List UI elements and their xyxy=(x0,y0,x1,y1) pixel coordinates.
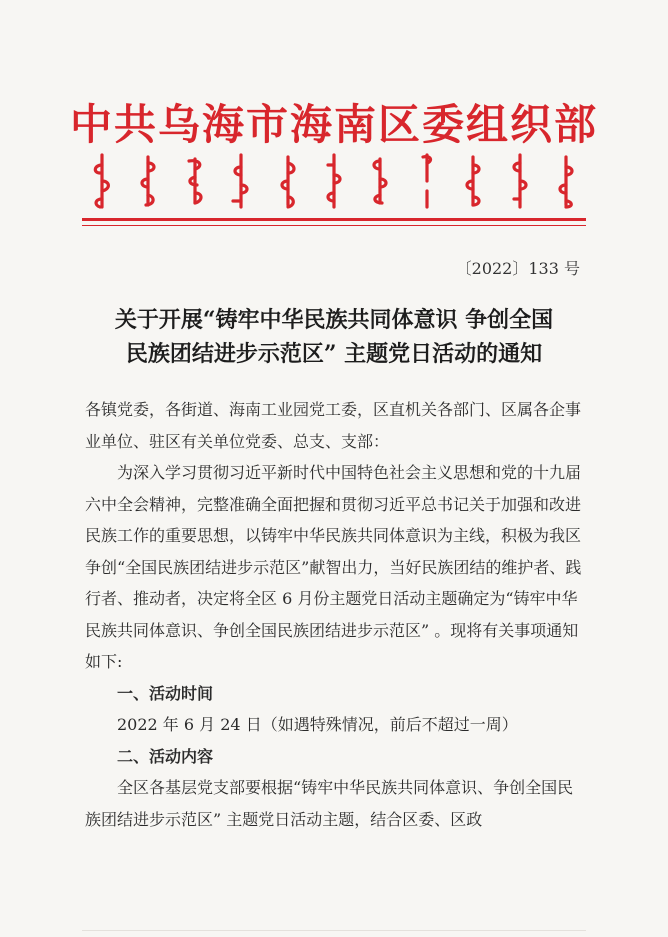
mongolian-word-graphic xyxy=(506,151,534,211)
mongolian-word-graphic xyxy=(413,151,441,211)
page-edge xyxy=(82,930,586,931)
letterhead-mongolian-script xyxy=(88,150,580,212)
section-2-heading: 二、活动内容 xyxy=(117,746,214,766)
section-1-text: 2022 年 6 月 24 日（如遇特殊情况，前后不超过一周） xyxy=(117,715,518,734)
letterhead-rule-thick xyxy=(82,218,586,221)
notice-title-line-1: 关于开展“铸牢中华民族共同体意识 争创全国 xyxy=(114,307,554,333)
document-number: 〔2022〕133 号 xyxy=(455,259,580,278)
letterhead-rule-thin xyxy=(82,225,586,226)
mongolian-word-graphic xyxy=(227,151,255,211)
mongolian-word-graphic xyxy=(274,151,302,211)
mongolian-word-graphic xyxy=(88,151,116,211)
notice-body xyxy=(85,394,586,835)
letterhead-org-name: 中共乌海市海南区委组织部 xyxy=(69,100,598,149)
notice-title xyxy=(60,303,608,371)
intro-paragraph: 为深入学习贯彻习近平新时代中国特色社会主义思想和党的十九届六中全会精神，完整准确全面把握和贯彻习近平总书记关于加强和改进民族工作的重要思想，以铸牢中华民族共同体意识为主线，积极为我区争创“全国民族团结进步示范区”献智出力，当好民族团结的维护者、践行者、推动者，决定将全区 6 月份主题党日活动主题确定为“铸牢中华民族共同体意识、争创全国民族团结进步示范区” 。现将有关事项通知如下: xyxy=(85,463,582,671)
section-1-heading: 一、活动时间 xyxy=(117,683,214,703)
mongolian-word-graphic xyxy=(181,151,209,211)
mongolian-word-graphic xyxy=(320,151,348,211)
mongolian-word-graphic xyxy=(366,151,394,211)
mongolian-word-graphic xyxy=(552,151,580,211)
addressee-paragraph: 各镇党委，各街道、海南工业园党工委，区直机关各部门、区属各企事业单位、驻区有关单位党委、总支、支部： xyxy=(85,400,582,451)
mongolian-word-graphic xyxy=(134,151,162,211)
mongolian-word-graphic xyxy=(459,151,487,211)
section-2-text: 全区各基层党支部要根据“铸牢中华民族共同体意识、争创全国民族团结进步示范区” 主题党日活动主题，结合区委、区政 xyxy=(85,778,574,829)
notice-title-line-2: 民族团结进步示范区” 主题党日活动的通知 xyxy=(125,341,543,367)
